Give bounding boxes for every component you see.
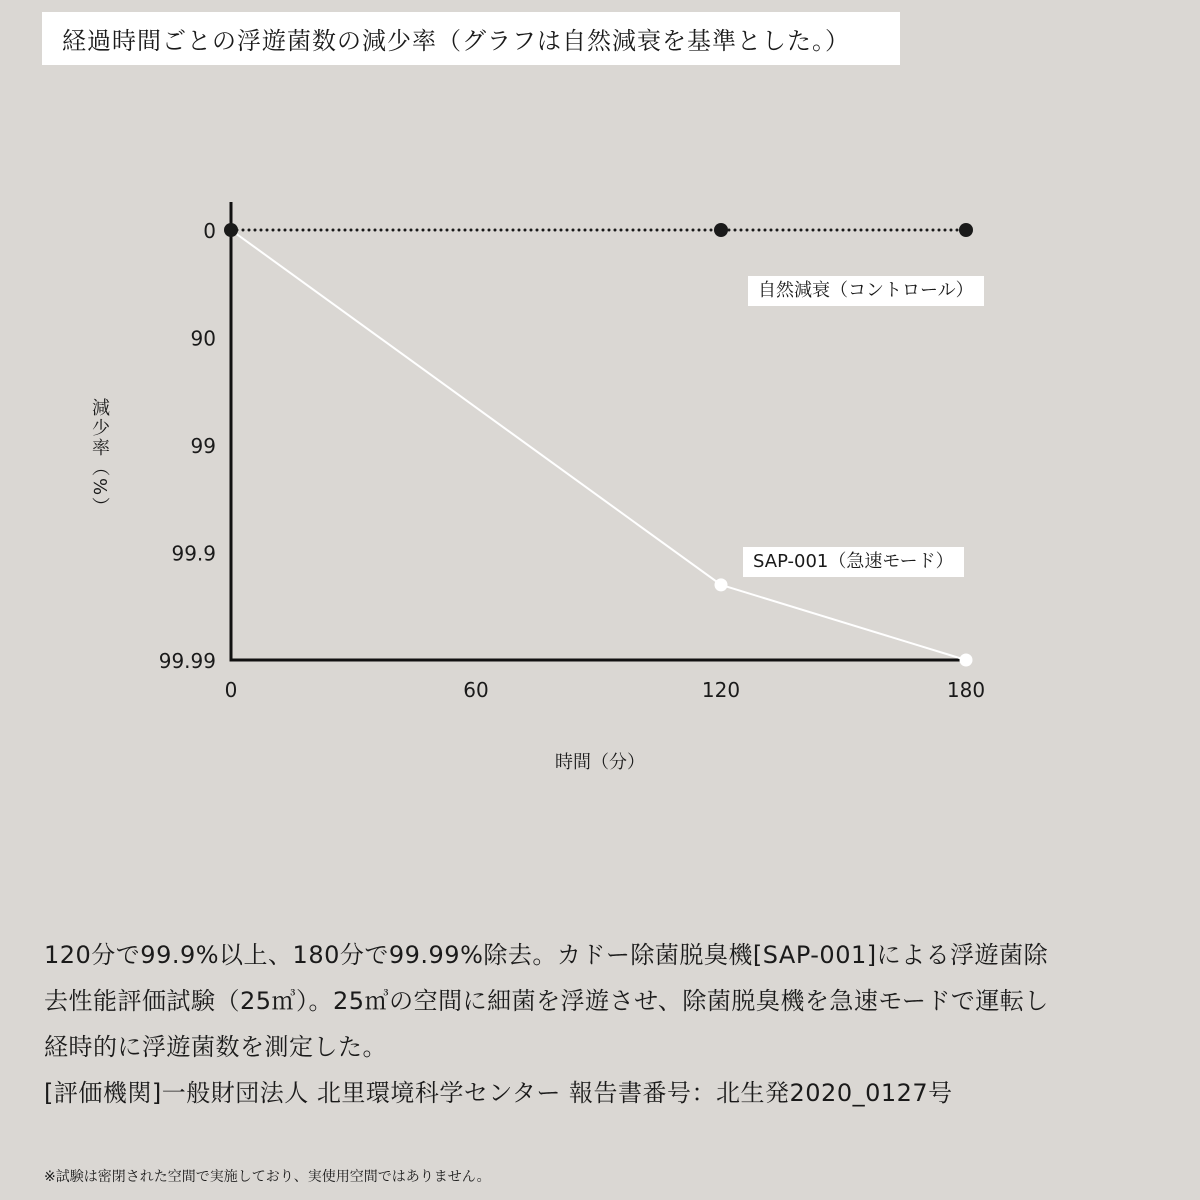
data-point (715, 578, 728, 591)
description (44, 932, 1174, 1116)
y-axis-label: 減少率（%） (89, 398, 110, 518)
y-tick-label: 90 (190, 326, 216, 351)
data-point (959, 223, 973, 237)
y-tick-label: 0 (203, 219, 216, 243)
x-tick-label: 120 (701, 678, 741, 702)
description-line: 経時的に浮遊菌数を測定した。 (44, 1033, 387, 1061)
description-line: 去性能評価試験（25㎥）。25㎥の空間に細菌を浮遊させ、除菌脱臭機を急速モードで運転し (44, 987, 1049, 1015)
data-point (714, 223, 728, 237)
y-tick-label: 99.99 (158, 649, 216, 673)
x-tick-label: 0 (224, 678, 238, 702)
x-axis-label: 時間（分） (555, 752, 645, 773)
x-tick-label: 60 (463, 678, 489, 702)
description-line: 120分で99.9%以上、180分で99.99%除去。カドー除菌脱臭機[SAP-001]による浮遊菌除 (44, 941, 1049, 969)
footnote: ※試験は密閉された空間で実施しており、実使用空間ではありません。 (44, 1169, 491, 1185)
y-tick-label: 99.9 (171, 541, 216, 566)
chart-title: 経過時間ごとの浮遊菌数の減少率（グラフは自然減衰を基準とした。） (42, 12, 900, 65)
y-tick-label: 99 (190, 434, 216, 458)
legend-control-label: 自然減衰（コントロール） (748, 276, 984, 306)
x-tick-label: 180 (946, 678, 986, 702)
x-tick-labels (225, 678, 985, 702)
legend-sap-label: SAP-001（急速モード） (743, 547, 964, 577)
data-point (960, 654, 973, 667)
evaluation-info: [評価機関]一般財団法人 北里環境科学センター 報告書番号：北生発2020_0127号 (44, 1079, 953, 1107)
y-tick-labels (159, 219, 216, 673)
chart-axes (230, 202, 967, 660)
data-point (224, 223, 238, 237)
